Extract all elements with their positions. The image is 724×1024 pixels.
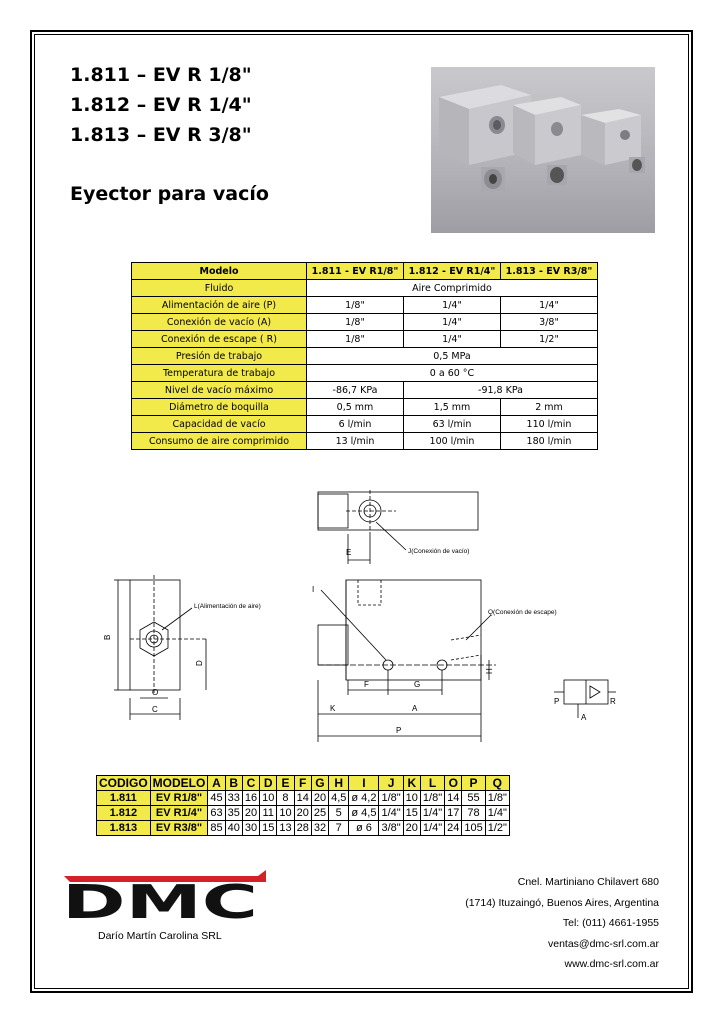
table-cell: 1/8" xyxy=(485,791,509,806)
spec-row-fluido xyxy=(132,280,598,297)
table-row xyxy=(97,821,510,836)
spec-row-nivel-vacio xyxy=(132,382,598,399)
table-cell: 8 xyxy=(277,791,294,806)
spec-label: Presión de trabajo xyxy=(132,348,307,365)
dmc-logo-graphic xyxy=(62,870,266,922)
contact-website-link[interactable]: www.dmc-srl.com.ar xyxy=(564,958,659,970)
table-cell: 1.811 xyxy=(97,791,151,806)
symbol-label-a: A xyxy=(581,713,587,722)
spec-value: 1/4" xyxy=(404,331,501,348)
table-cell: 11 xyxy=(260,806,277,821)
title-1811: 1.811 – EV R 1/8" xyxy=(70,64,252,86)
codes-header: H xyxy=(329,776,349,791)
spec-row-capacidad xyxy=(132,416,598,433)
table-cell: 1.813 xyxy=(97,821,151,836)
spec-value: 0,5 MPa xyxy=(307,348,598,365)
dim-label-g: G xyxy=(414,680,421,689)
dim-label-o: O xyxy=(152,688,159,697)
title-1812: 1.812 – EV R 1/4" xyxy=(70,94,252,116)
spec-row-alimentacion xyxy=(132,297,598,314)
table-cell: 105 xyxy=(462,821,485,836)
spec-value: 1/2" xyxy=(501,331,598,348)
product-subtitle: Eyector para vacío xyxy=(70,183,269,205)
spec-header-modelo: Modelo xyxy=(132,263,307,280)
product-titles xyxy=(70,60,252,150)
table-cell: 17 xyxy=(445,806,462,821)
dim-label-e: E xyxy=(346,548,352,557)
dim-label-k: K xyxy=(330,704,336,713)
codes-header: L xyxy=(420,776,444,791)
spec-row-presion xyxy=(132,348,598,365)
spec-label: Alimentación de aire (P) xyxy=(132,297,307,314)
table-cell: 85 xyxy=(208,821,225,836)
company-name: Darío Martín Carolina SRL xyxy=(98,930,222,942)
codes-header: G xyxy=(311,776,328,791)
table-cell: 24 xyxy=(445,821,462,836)
dim-label-d: D xyxy=(195,660,204,666)
table-cell: 15 xyxy=(260,821,277,836)
technical-drawing-svg xyxy=(96,480,636,750)
ejector-photo-illustration xyxy=(431,67,655,233)
table-cell: 1/4" xyxy=(420,806,444,821)
technical-drawing xyxy=(96,480,636,750)
spec-value: 6 l/min xyxy=(307,416,404,433)
callout-q: Q(Conexión de escape) xyxy=(488,609,557,616)
callout-l: L(Alimentación de aire) xyxy=(194,603,261,610)
contact-city: (1714) Ituzaingó, Buenos Aires, Argentina xyxy=(465,896,659,909)
table-cell: 16 xyxy=(242,791,259,806)
table-cell: 40 xyxy=(225,821,242,836)
codes-header: A xyxy=(208,776,225,791)
title-1813: 1.813 – EV R 3/8" xyxy=(70,124,252,146)
symbol-label-r: R xyxy=(610,697,616,706)
table-cell: 14 xyxy=(294,791,311,806)
table-cell: 1/4" xyxy=(420,821,444,836)
table-cell: 30 xyxy=(242,821,259,836)
dimensions-table xyxy=(96,775,510,836)
table-cell: 35 xyxy=(225,806,242,821)
symbol-label-p: P xyxy=(554,697,560,706)
spec-value: 110 l/min xyxy=(501,416,598,433)
spec-row-temperatura xyxy=(132,365,598,382)
dim-label-i: I xyxy=(312,585,315,594)
spec-row-consumo xyxy=(132,433,598,450)
table-cell: 33 xyxy=(225,791,242,806)
table-cell: 10 xyxy=(277,806,294,821)
table-cell: 20 xyxy=(242,806,259,821)
table-cell: 55 xyxy=(462,791,485,806)
table-cell: 3/8" xyxy=(379,821,403,836)
spec-value: 0 a 60 °C xyxy=(307,365,598,382)
table-cell: 7 xyxy=(329,821,349,836)
callout-j: J(Conexión de vacío) xyxy=(408,548,470,555)
table-cell: 14 xyxy=(445,791,462,806)
codes-header: D xyxy=(260,776,277,791)
dmc-logo xyxy=(62,870,266,922)
table-cell: 1/2" xyxy=(485,821,509,836)
spec-label: Temperatura de trabajo xyxy=(132,365,307,382)
spec-value: 1/8" xyxy=(307,331,404,348)
table-cell: ø 6 xyxy=(349,821,379,836)
spec-header-row xyxy=(132,263,598,280)
dim-label-f: F xyxy=(364,680,369,689)
spec-value: 1/8" xyxy=(307,314,404,331)
table-cell: 1/4" xyxy=(379,806,403,821)
codes-header: B xyxy=(225,776,242,791)
spec-header-1813: 1.813 - EV R3/8" xyxy=(501,263,598,280)
table-cell: ø 4,5 xyxy=(349,806,379,821)
table-cell: 13 xyxy=(277,821,294,836)
codes-header: K xyxy=(403,776,420,791)
spec-label: Diámetro de boquilla xyxy=(132,399,307,416)
table-cell: 63 xyxy=(208,806,225,821)
spec-value: 1,5 mm xyxy=(404,399,501,416)
spec-value: 1/4" xyxy=(404,314,501,331)
codes-header: MODELO xyxy=(150,776,208,791)
codes-header: I xyxy=(349,776,379,791)
table-cell: 1.812 xyxy=(97,806,151,821)
codes-header: E xyxy=(277,776,294,791)
table-row xyxy=(97,791,510,806)
spec-label: Capacidad de vacío xyxy=(132,416,307,433)
table-cell: 1/8" xyxy=(420,791,444,806)
table-cell: 78 xyxy=(462,806,485,821)
table-cell: 10 xyxy=(403,791,420,806)
table-cell: 28 xyxy=(294,821,311,836)
codes-header: J xyxy=(379,776,403,791)
spec-label: Nivel de vacío máximo xyxy=(132,382,307,399)
table-cell: 20 xyxy=(403,821,420,836)
table-cell: EV R1/4" xyxy=(150,806,208,821)
codes-header: P xyxy=(462,776,485,791)
table-cell: 25 xyxy=(311,806,328,821)
codes-header: C xyxy=(242,776,259,791)
dim-label-h: H xyxy=(485,668,494,674)
contact-phone: Tel: (011) 4661-1955 xyxy=(562,917,659,929)
logo-text: DMC xyxy=(62,875,258,922)
spec-table xyxy=(131,262,598,450)
contact-block xyxy=(465,872,659,975)
spec-value: -91,8 KPa xyxy=(404,382,598,399)
codes-header: CODIGO xyxy=(97,776,151,791)
spec-label: Fluido xyxy=(132,280,307,297)
table-cell: EV R3/8" xyxy=(150,821,208,836)
table-cell: 45 xyxy=(208,791,225,806)
codes-header: O xyxy=(445,776,462,791)
table-cell: 10 xyxy=(260,791,277,806)
spec-value: 63 l/min xyxy=(404,416,501,433)
table-cell: 1/8" xyxy=(379,791,403,806)
spec-value: 0,5 mm xyxy=(307,399,404,416)
spec-value: -86,7 KPa xyxy=(307,382,404,399)
table-cell: 32 xyxy=(311,821,328,836)
spec-value: 180 l/min xyxy=(501,433,598,450)
spec-value: 13 l/min xyxy=(307,433,404,450)
contact-address: Cnel. Martiniano Chilavert 680 xyxy=(517,876,659,888)
spec-label: Conexión de vacío (A) xyxy=(132,314,307,331)
codes-header: Q xyxy=(485,776,509,791)
dim-label-a: A xyxy=(412,704,418,713)
table-cell: 4,5 xyxy=(329,791,349,806)
spec-row-conexion-vacio xyxy=(132,314,598,331)
contact-email-link[interactable]: ventas@dmc-srl.com.ar xyxy=(547,937,659,950)
spec-label: Conexión de escape ( R) xyxy=(132,331,307,348)
spec-header-1811: 1.811 - EV R1/8" xyxy=(307,263,404,280)
spec-value: 3/8" xyxy=(501,314,598,331)
spec-value: 1/4" xyxy=(404,297,501,314)
table-cell: 20 xyxy=(311,791,328,806)
table-cell: ø 4,2 xyxy=(349,791,379,806)
spec-row-diametro xyxy=(132,399,598,416)
dim-label-p: P xyxy=(396,726,402,735)
table-cell: 15 xyxy=(403,806,420,821)
codes-header: F xyxy=(294,776,311,791)
spec-header-1812: 1.812 - EV R1/4" xyxy=(404,263,501,280)
product-photo xyxy=(431,67,655,233)
spec-value: Aire Comprimido xyxy=(307,280,598,297)
dim-label-c: C xyxy=(152,705,158,714)
spec-row-conexion-escape xyxy=(132,331,598,348)
table-cell: EV R1/8" xyxy=(150,791,208,806)
spec-value: 100 l/min xyxy=(404,433,501,450)
table-row xyxy=(97,806,510,821)
dim-label-b: B xyxy=(103,634,112,640)
table-cell: 5 xyxy=(329,806,349,821)
table-cell: 1/4" xyxy=(485,806,509,821)
table-cell: 20 xyxy=(294,806,311,821)
codes-header-row xyxy=(97,776,510,791)
spec-value: 1/8" xyxy=(307,297,404,314)
spec-label: Consumo de aire comprimido xyxy=(132,433,307,450)
spec-value: 2 mm xyxy=(501,399,598,416)
spec-value: 1/4" xyxy=(501,297,598,314)
